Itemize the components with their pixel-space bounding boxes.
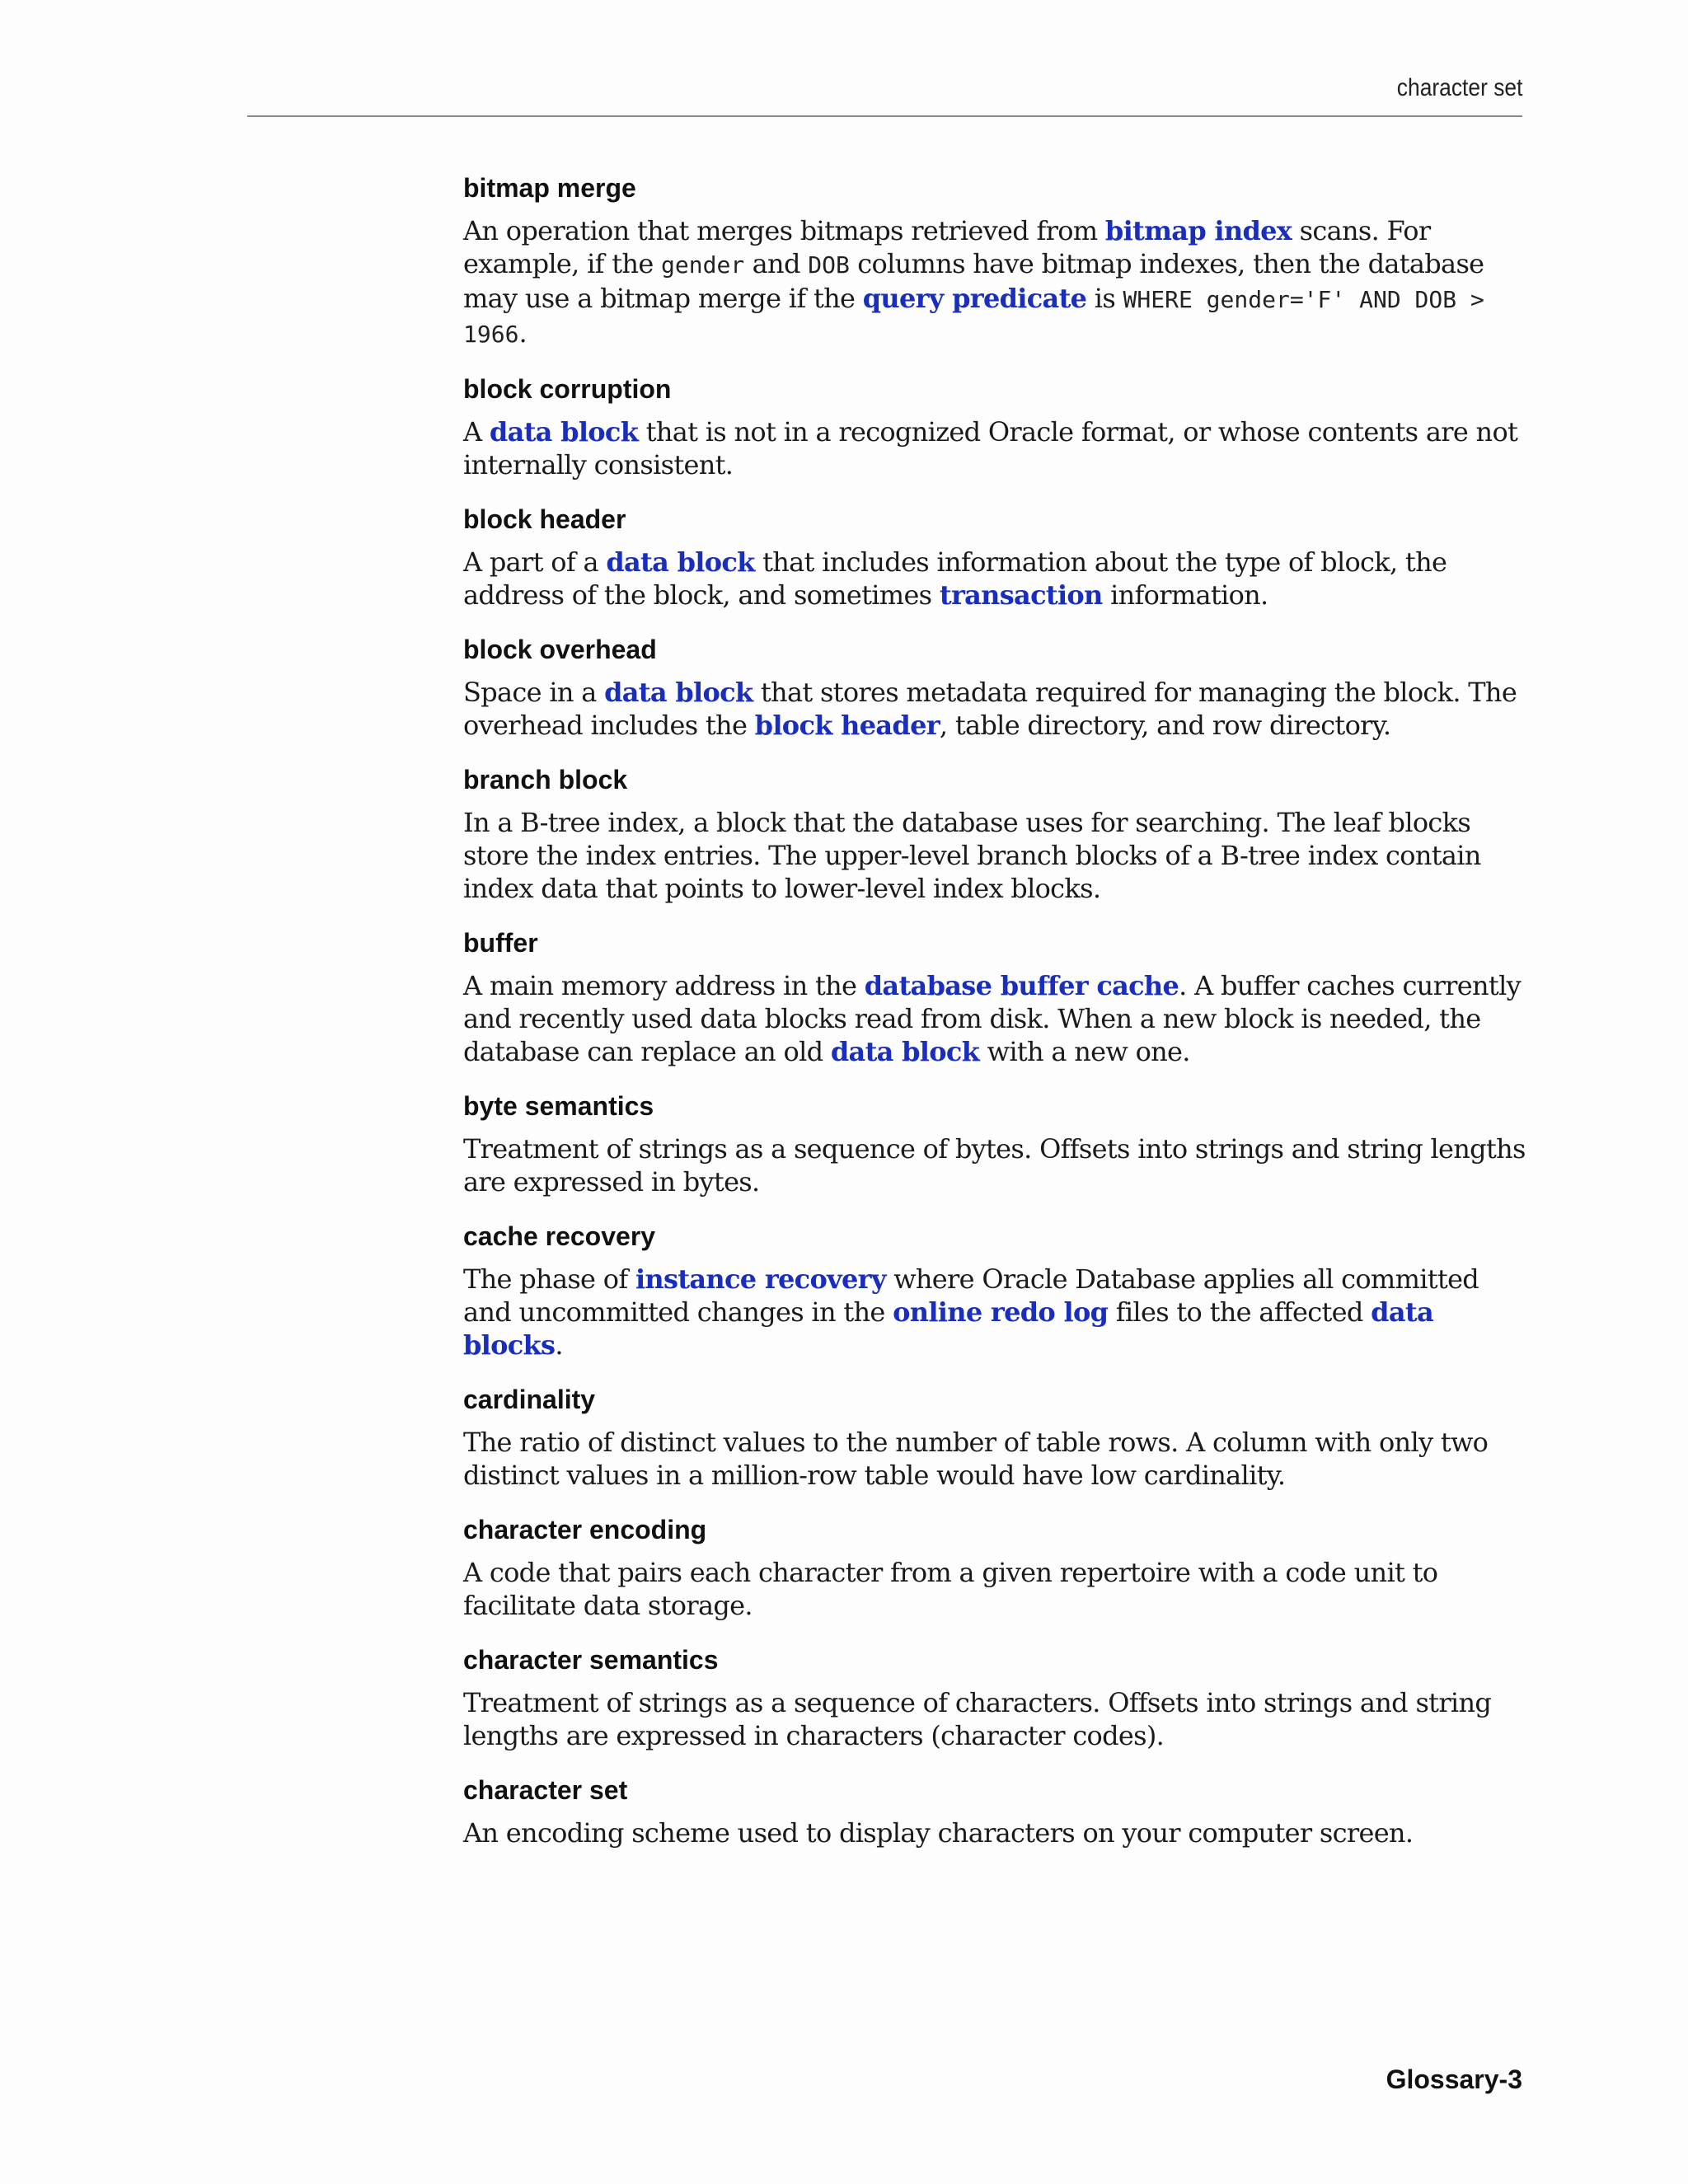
- glossary-term: cache recovery: [463, 1221, 656, 1251]
- glossary-entry: [463, 503, 1526, 612]
- glossary-entry: [463, 1090, 1526, 1198]
- definition-text: is: [1086, 283, 1123, 314]
- glossary-definition: [463, 806, 1526, 905]
- glossary-cross-reference-link[interactable]: query predicate: [862, 283, 1087, 314]
- glossary-cross-reference-link[interactable]: data block: [489, 416, 639, 448]
- glossary-cross-reference-link[interactable]: online redo log: [893, 1296, 1109, 1328]
- glossary-entry: [463, 1383, 1526, 1492]
- glossary-definition: [463, 969, 1526, 1068]
- definition-text: that stores metadata required for managing the block. The overhead includes the: [463, 677, 1517, 741]
- glossary-entry: [463, 926, 1526, 1068]
- glossary-entries: [463, 171, 1526, 1871]
- definition-text: that is not in a recognized Oracle format, or whose contents are not internally consistent.: [463, 416, 1518, 480]
- definition-text: A code that pairs each character from a given repertoire with a code unit to facilitate data storage.: [463, 1557, 1438, 1621]
- glossary-cross-reference-link[interactable]: database buffer cache: [864, 970, 1179, 1001]
- definition-text: A main memory address in the: [463, 970, 865, 1001]
- glossary-cross-reference-link[interactable]: data block: [604, 677, 753, 708]
- glossary-cross-reference-link[interactable]: instance recovery: [635, 1263, 886, 1295]
- glossary-entry: [463, 171, 1526, 351]
- definition-text: Treatment of strings as a sequence of bytes. Offsets into strings and string lengths are expressed in bytes.: [463, 1133, 1526, 1197]
- definition-text: with a new one.: [979, 1036, 1190, 1067]
- definition-text: columns have bitmap indexes, then the database may use a bitmap merge if the: [463, 248, 1484, 314]
- glossary-entry: [463, 373, 1526, 481]
- glossary-definition: [463, 1426, 1526, 1492]
- glossary-definition: [463, 676, 1526, 742]
- glossary-cross-reference-link[interactable]: transaction: [939, 579, 1103, 611]
- glossary-term: branch block: [463, 765, 628, 794]
- inline-code: DOB: [808, 251, 850, 279]
- glossary-definition: [463, 415, 1526, 481]
- glossary-entry: [463, 763, 1526, 905]
- glossary-definition: [463, 214, 1526, 351]
- glossary-term: block header: [463, 504, 626, 534]
- definition-text: and: [744, 248, 809, 279]
- glossary-term: character semantics: [463, 1645, 719, 1675]
- inline-code: WHERE gender='F' AND DOB > 1966: [463, 286, 1484, 348]
- glossary-term: cardinality: [463, 1385, 596, 1414]
- glossary-entry: [463, 633, 1526, 742]
- glossary-term: block corruption: [463, 374, 672, 404]
- glossary-cross-reference-link[interactable]: data block: [606, 546, 755, 578]
- definition-text: scans. For example, if the: [463, 215, 1431, 279]
- definition-text: files to the affected: [1108, 1296, 1372, 1328]
- glossary-cross-reference-link[interactable]: data blocks: [463, 1296, 1433, 1361]
- glossary-entry: [463, 1220, 1526, 1361]
- definition-text: .: [518, 317, 527, 349]
- inline-code: gender: [661, 251, 745, 279]
- glossary-definition: [463, 1263, 1526, 1361]
- glossary-entry: [463, 1774, 1526, 1849]
- definition-text: where Oracle Database applies all committed and uncommitted changes in the: [463, 1263, 1479, 1328]
- definition-text: .: [555, 1329, 563, 1361]
- glossary-definition: [463, 1556, 1526, 1622]
- definition-text: The phase of: [463, 1263, 635, 1295]
- glossary-definition: [463, 1686, 1526, 1752]
- definition-text: . A buffer caches currently and recently used data blocks read from disk. When a new block is needed, the database can replace an old: [463, 970, 1521, 1067]
- glossary-definition: [463, 546, 1526, 612]
- glossary-cross-reference-link[interactable]: data block: [830, 1036, 980, 1067]
- definition-text: that includes information about the type of block, the address of the block, and sometimes: [463, 546, 1447, 611]
- definition-text: In a B-tree index, a block that the database uses for searching. The leaf blocks store the index entries. The upper-level branch blocks of a B-tree index contain index data that points to lower-level index blocks.: [463, 807, 1481, 904]
- definition-text: Space in a: [463, 677, 605, 708]
- glossary-term: block overhead: [463, 635, 657, 664]
- glossary-cross-reference-link[interactable]: block header: [754, 710, 940, 741]
- glossary-term: bitmap merge: [463, 173, 636, 203]
- glossary-definition: [463, 1132, 1526, 1198]
- definition-text: A: [463, 416, 490, 448]
- definition-text: A part of a: [463, 546, 607, 578]
- glossary-definition: [463, 1816, 1526, 1849]
- glossary-entry: [463, 1513, 1526, 1622]
- definition-text: Treatment of strings as a sequence of characters. Offsets into strings and string lengths are expressed in characters (character codes).: [463, 1687, 1492, 1751]
- definition-text: An operation that merges bitmaps retrieved from: [463, 215, 1105, 246]
- glossary-term: byte semantics: [463, 1091, 654, 1121]
- page-number: Glossary-3: [1386, 2064, 1522, 2094]
- glossary-term: buffer: [463, 928, 538, 958]
- glossary-cross-reference-link[interactable]: bitmap index: [1104, 215, 1292, 246]
- glossary-entry: [463, 1643, 1526, 1752]
- running-head: character set: [1396, 74, 1522, 101]
- definition-text: The ratio of distinct values to the number of table rows. A column with only two distinct values in a million-row table would have low cardinality.: [463, 1427, 1489, 1491]
- glossary-term: character encoding: [463, 1515, 707, 1544]
- definition-text: information.: [1102, 579, 1268, 611]
- definition-text: An encoding scheme used to display characters on your computer screen.: [463, 1817, 1414, 1849]
- definition-text: , table directory, and row directory.: [939, 710, 1391, 741]
- glossary-term: character set: [463, 1775, 628, 1805]
- header-rule: [247, 115, 1522, 117]
